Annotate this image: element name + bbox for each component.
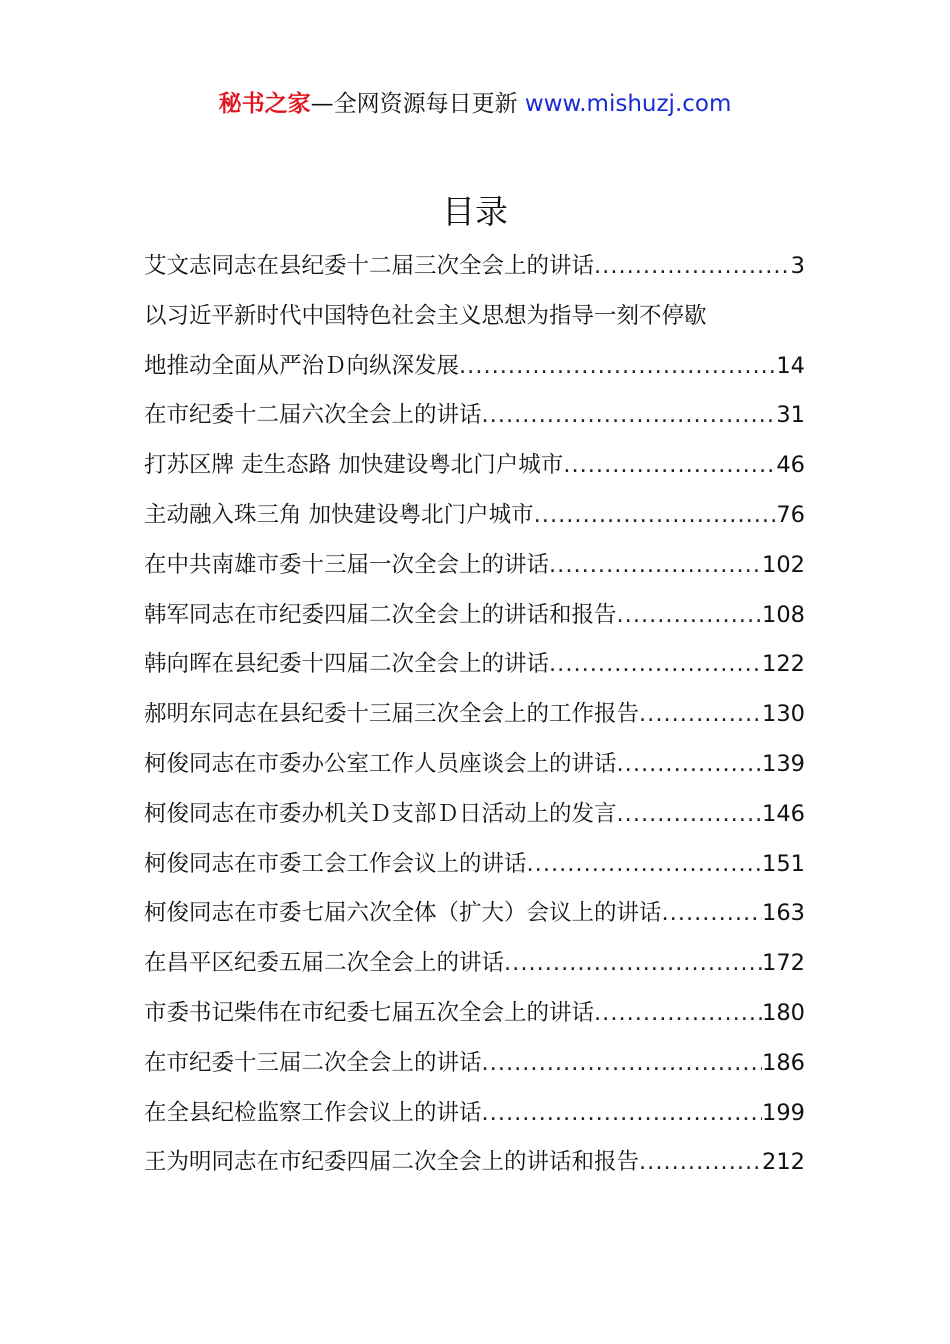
toc-entry[interactable] [144,242,805,292]
toc-entry[interactable] [144,790,805,840]
toc-entry-page: 108 [762,601,805,628]
toc-entry-page: 46 [776,452,805,479]
dot-leader [563,441,776,491]
toc-entry-page: 199 [762,1099,805,1126]
dot-leader [549,640,762,690]
toc-entry-title: 柯俊同志在市委办机关Ｄ支部Ｄ日活动上的发言 [144,800,617,827]
toc-entry-title: 在中共南雄市委十三届一次全会上的讲话 [144,551,550,578]
toc-entry-page: 163 [762,900,805,927]
toc-entry-page: 151 [762,850,805,877]
dot-leader [594,989,762,1039]
toc-entry[interactable] [144,1039,805,1089]
toc-entry[interactable] [144,391,805,441]
dot-leader [482,1089,763,1139]
dot-leader [662,889,763,939]
toc-entry-title: 王为明同志在市纪委四届二次全会上的讲话和报告 [144,1149,640,1176]
toc-entry[interactable] [144,740,805,790]
site-header [0,88,950,120]
toc-entry-page: 31 [776,402,805,429]
header-tagline: —全网资源每日更新 [310,91,518,117]
toc-entry[interactable] [144,840,805,890]
toc-entry-title: 韩向晖在县纪委十四届二次全会上的讲话 [144,651,550,678]
toc-entry[interactable] [144,690,805,740]
dot-leader [504,939,762,989]
toc-entry-title: 以习近平新时代中国特色社会主义思想为指导一刻不停歇 [144,302,707,329]
toc-entry[interactable] [144,591,805,641]
toc-entry-title: 市委书记柴伟在市纪委七届五次全会上的讲话 [144,999,595,1026]
toc-entry[interactable] [144,1089,805,1139]
site-url-link[interactable]: www.mishuzj.com [524,91,732,117]
dot-leader [617,740,763,790]
toc-entry-page: 146 [762,800,805,827]
dot-leader [617,591,763,641]
toc-entry-title: 在全县纪检监察工作会议上的讲话 [144,1099,482,1126]
toc-entry[interactable] [144,989,805,1039]
toc-entry-page: 212 [762,1149,805,1176]
toc-entry-title: 在昌平区纪委五届二次全会上的讲话 [144,950,505,977]
toc-entry-page: 102 [762,551,805,578]
table-of-contents [144,242,805,1188]
dot-leader [594,242,791,292]
toc-entry[interactable] [144,491,805,541]
dot-leader [534,491,777,541]
toc-entry-title: 打苏区牌 走生态路 加快建设粤北门户城市 [144,452,564,479]
toc-entry[interactable] [144,541,805,591]
toc-entry-title: 柯俊同志在市委七届六次全体（扩大）会议上的讲话 [144,900,662,927]
dot-leader [639,690,762,740]
toc-entry-title: 韩军同志在市纪委四届二次全会上的讲话和报告 [144,601,617,628]
toc-entry-page: 14 [776,352,805,379]
toc-entry-page: 186 [762,1049,805,1076]
toc-entry-page: 130 [762,701,805,728]
dot-leader [527,840,763,890]
toc-entry-page: 172 [762,950,805,977]
toc-entry[interactable] [144,640,805,690]
dot-leader [639,1138,762,1188]
toc-entry-page: 139 [762,750,805,777]
toc-entry-page: 180 [762,999,805,1026]
toc-entry[interactable] [144,292,805,342]
dot-leader [459,342,776,392]
toc-entry-title: 柯俊同志在市委工会工作会议上的讲话 [144,850,527,877]
toc-entry[interactable] [144,889,805,939]
toc-entry[interactable] [144,342,805,392]
toc-entry-title: 艾文志同志在县纪委十二届三次全会上的讲话 [144,253,595,279]
toc-entry-title: 地推动全面从严治Ｄ向纵深发展 [144,352,460,379]
dot-leader [549,541,762,591]
toc-entry-page: 122 [762,651,805,678]
dot-leader [617,790,763,840]
brand-name: 秘书之家 [218,91,311,117]
toc-entry[interactable] [144,1138,805,1188]
toc-entry-title: 主动融入珠三角 加快建设粤北门户城市 [144,501,534,528]
dot-leader [482,1039,763,1089]
toc-entry-title: 柯俊同志在市委办公室工作人员座谈会上的讲话 [144,750,617,777]
toc-entry-page: 3 [790,253,805,279]
toc-entry-title: 郝明东同志在县纪委十三届三次全会上的工作报告 [144,701,640,728]
toc-entry[interactable] [144,441,805,491]
toc-entry-title: 在市纪委十三届二次全会上的讲话 [144,1049,482,1076]
toc-entry[interactable] [144,939,805,989]
dot-leader [482,391,777,441]
toc-title: 目录 [442,192,508,231]
toc-entry-page: 76 [776,501,805,528]
toc-entry-title: 在市纪委十二届六次全会上的讲话 [144,402,482,429]
